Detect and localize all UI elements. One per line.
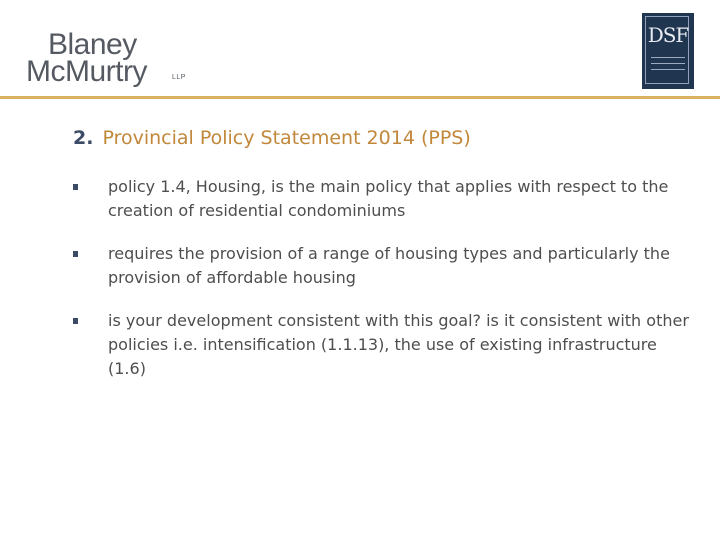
logo-suffix: LLP xyxy=(172,74,186,81)
square-bullet-icon xyxy=(73,184,78,190)
square-bullet-icon xyxy=(73,318,78,324)
bullet-text: is your development consistent with this goal? is it consistent with other policies i.e. intensification (1.1.13), the use of existing infrastructure (1.6) xyxy=(108,311,689,378)
dsf-logo-rule xyxy=(651,63,685,64)
blaney-mcmurtry-logo xyxy=(26,30,196,92)
bullet-text: requires the provision of a range of housing types and particularly the provision of affordable housing xyxy=(108,244,670,287)
dsf-logo-mark: DSF xyxy=(647,23,689,47)
logo-line-2: McMurtry xyxy=(26,55,147,88)
heading-number: 2. xyxy=(73,127,94,149)
dsf-logo-rule xyxy=(651,57,685,58)
dsf-logo-frame xyxy=(645,16,689,84)
logo-line-1: Blaney xyxy=(48,28,137,61)
header-divider xyxy=(0,96,720,99)
square-bullet-icon xyxy=(73,251,78,257)
dsf-logo-rule xyxy=(651,69,685,70)
heading-text: Provincial Policy Statement 2014 (PPS) xyxy=(102,127,471,149)
dsf-logo xyxy=(642,13,694,89)
slide-heading xyxy=(73,127,471,149)
bullet-item xyxy=(73,175,693,223)
bullet-item xyxy=(73,242,693,290)
bullet-item xyxy=(73,309,693,381)
bullet-text: policy 1.4, Housing, is the main policy that applies with respect to the creation of residential condominiums xyxy=(108,177,669,220)
